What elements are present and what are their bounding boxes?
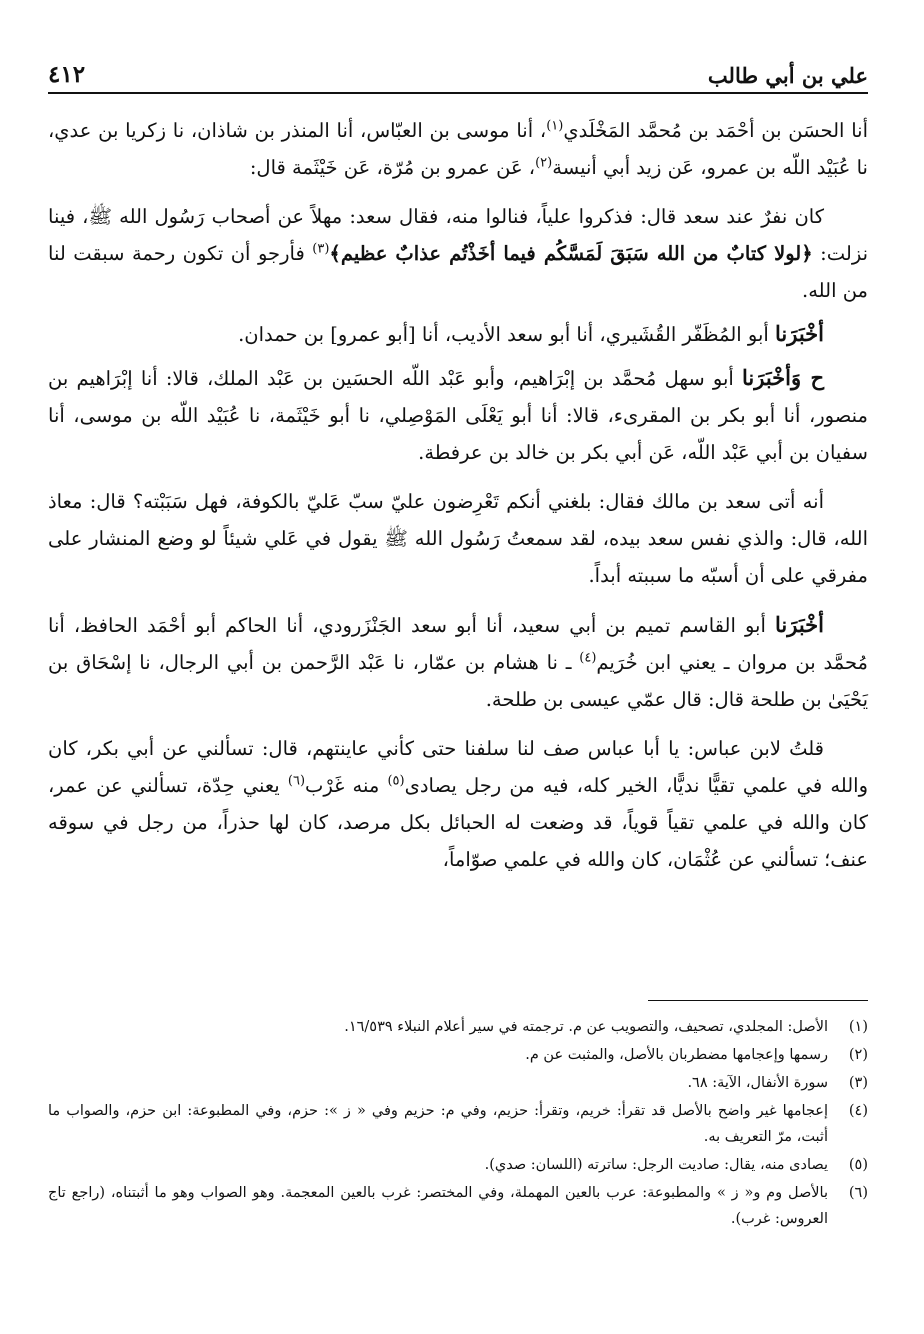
footnote-item <box>48 1180 868 1232</box>
footnote-text: إعجامها غير واضح بالأصل قد تقرأ: خريم، وتقرأ: حزيم، وفي م: حزيم وفي « ز »: حزم، وفي المطبوعة: ابن حزم، والصواب ما أثبت، مرّ التعريف به. <box>48 1103 828 1145</box>
footnote-item <box>48 1152 868 1178</box>
quran-verse: ﴿لولا كتابٌ من الله سَبَقَ لَمَسَّكُم فيما أخَذْتُم عذابٌ عظيم﴾ <box>329 242 813 265</box>
transmission-keyword: ح وَأخْبَرَنا <box>742 365 824 390</box>
footnote-number: (٦) <box>848 1185 868 1201</box>
text-run: منه غَرْب <box>305 774 380 797</box>
footnote-divider <box>648 1000 868 1001</box>
footnote-ref[interactable]: (٢) <box>535 155 553 171</box>
footnotes <box>48 1014 868 1234</box>
text-run: ، أنا موسى بن العبّاس، أنا المنذر بن شاذان، نا زكريا بن عدي، نا عُبَيْد اللّه بن عمرو، عَن زيد أبي أنيسة <box>48 119 868 179</box>
text-run: كان نفرٌ عند سعد قال: فذكروا علياً، فنالوا منه، فقال سعد: مهلاً عن أصحاب رَسُول الله ﷺ، فينا نزلت: <box>48 205 869 265</box>
footnote-number: (٢) <box>848 1047 868 1063</box>
footnote-item <box>48 1042 868 1068</box>
paragraph-5 <box>48 483 868 594</box>
text-run: قلتُ لابن عباس: يا أبا عباس صف لنا سلفنا حتى كأني عاينتهم، قال: تسألني عن أبي بكر، كان والله في علمي تقيًّا نديًّا، الخير كله، فيه من رجل يصادى <box>48 737 869 797</box>
footnote-item <box>48 1098 868 1150</box>
paragraph-2 <box>48 198 868 309</box>
footnote-number: (٣) <box>848 1075 868 1091</box>
footnote-ref[interactable]: (١) <box>546 118 564 134</box>
footnote-text: يصادى منه، يقال: صاديت الرجل: ساترته (اللسان: صدي). <box>484 1157 828 1173</box>
footnote-item <box>48 1014 868 1040</box>
text-run: أنا الحسَن بن أحْمَد بن مُحمَّد المَخْلَدي <box>563 119 868 142</box>
text-run: أنه أتى سعد بن مالك فقال: بلغني أنكم تَعْرِضون عليّ سبّ عَليّ بالكوفة، فهل سَبَبْته؟ قال: معاذ الله، قال: والذي نفس سعد بيده، لقد سمعتُ رَسُول الله ﷺ يقول في عَلي شيئاً لو وضع المنشار على مفرقي على أن أسبّه ما سببته أبداً. <box>48 490 868 587</box>
text-run: أبو سهل مُحمَّد بن إبْرَاهيم، وأبو عَبْد اللّه الحسَين بن عَبْد الملك، قالا: أنا إبْرَاهيم بن منصور، أنا أبو بكر بن المقرىء، قالا: أنا أبو يَعْلَى المَوْصِلي، نا أبو خَيْثَمة، نا عُبَيْد اللّه بن موسى، أنا سفيان بن أبي عَبْد اللّه، عَن أبي بكر بن خالد بن عرفطة. <box>48 367 868 464</box>
footnote-number: (٤) <box>848 1103 868 1119</box>
footnote-ref[interactable]: (٦) <box>287 773 306 789</box>
footnote-ref[interactable]: (٤) <box>579 650 597 666</box>
main-text <box>48 112 868 890</box>
transmission-keyword: أخْبَرَنا <box>775 321 824 346</box>
text-run: ـ نا هشام بن عمّار، نا عَبْد الرَّحمن بن أبي الرجال، نا إسْحَاق بن يَحْيَىٰ بن طلحة قال: قال عمّي عيسى بن طلحة. <box>48 651 868 711</box>
footnote-text: بالأصل وم و« ز » والمطبوعة: عرب بالعين المهملة، وفي المختصر: غرب بالعين المعجمة. وهو الصواب وهو ما أثبتناه، (راجع تاج العروس: غرب). <box>48 1185 828 1227</box>
running-title: علي بن أبي طالب <box>707 63 868 88</box>
paragraph-4 <box>48 359 868 471</box>
text-run: يعني حِدّة، تسألني عن عمر، كان والله في علمي تقياً قوياً، قد وضعت له الحبائل بكل مرصد، كان لها حذراً، من رجل في سوقه عنف؛ تسألني عن عُثْمَان، كان والله في علمي صوّاماً، <box>48 774 868 871</box>
text-run: أبو المُظَفّر القُشَيري، أنا أبو سعد الأديب، أنا [أبو عمرو] بن حمدان. <box>238 323 769 346</box>
text-run: فأرجو أن تكون رحمة سبقت لنا من الله. <box>48 242 868 302</box>
footnote-ref[interactable]: (٥) <box>387 773 405 789</box>
footnote-number: (٥) <box>848 1157 868 1173</box>
paragraph-1 <box>48 112 868 186</box>
text-run: أبو القاسم تميم بن أبي سعيد، أنا أبو سعد الجَنْزَرودي، أنا الحاكم أبو أحْمَد الحافظ، أنا مُحمَّد بن مروان ـ يعني ابن خُرَيم <box>48 614 868 674</box>
footnote-number: (١) <box>848 1019 868 1035</box>
footnote-item <box>48 1070 868 1096</box>
transmission-keyword: أخْبَرَنا <box>775 612 824 637</box>
paragraph-6 <box>48 606 868 718</box>
footnote-text: رسمها وإعجامها مضطربان بالأصل، والمثبت عن م. <box>525 1047 828 1063</box>
paragraph-7 <box>48 730 868 878</box>
text-run: ، عَن عمرو بن مُرّة، عَن خَيْثَمة قال: <box>249 156 536 179</box>
footnote-ref[interactable]: (٣) <box>312 241 330 257</box>
page-header <box>48 48 868 94</box>
paragraph-3 <box>48 315 868 353</box>
footnote-text: الأصل: المجلدي، تصحيف، والتصويب عن م. ترجمته في سير أعلام النبلاء ١٦/٥٣٩. <box>344 1019 828 1035</box>
page-number: ٤١٢ <box>48 61 86 88</box>
footnote-text: سورة الأنفال، الآية: ٦٨. <box>687 1075 828 1091</box>
